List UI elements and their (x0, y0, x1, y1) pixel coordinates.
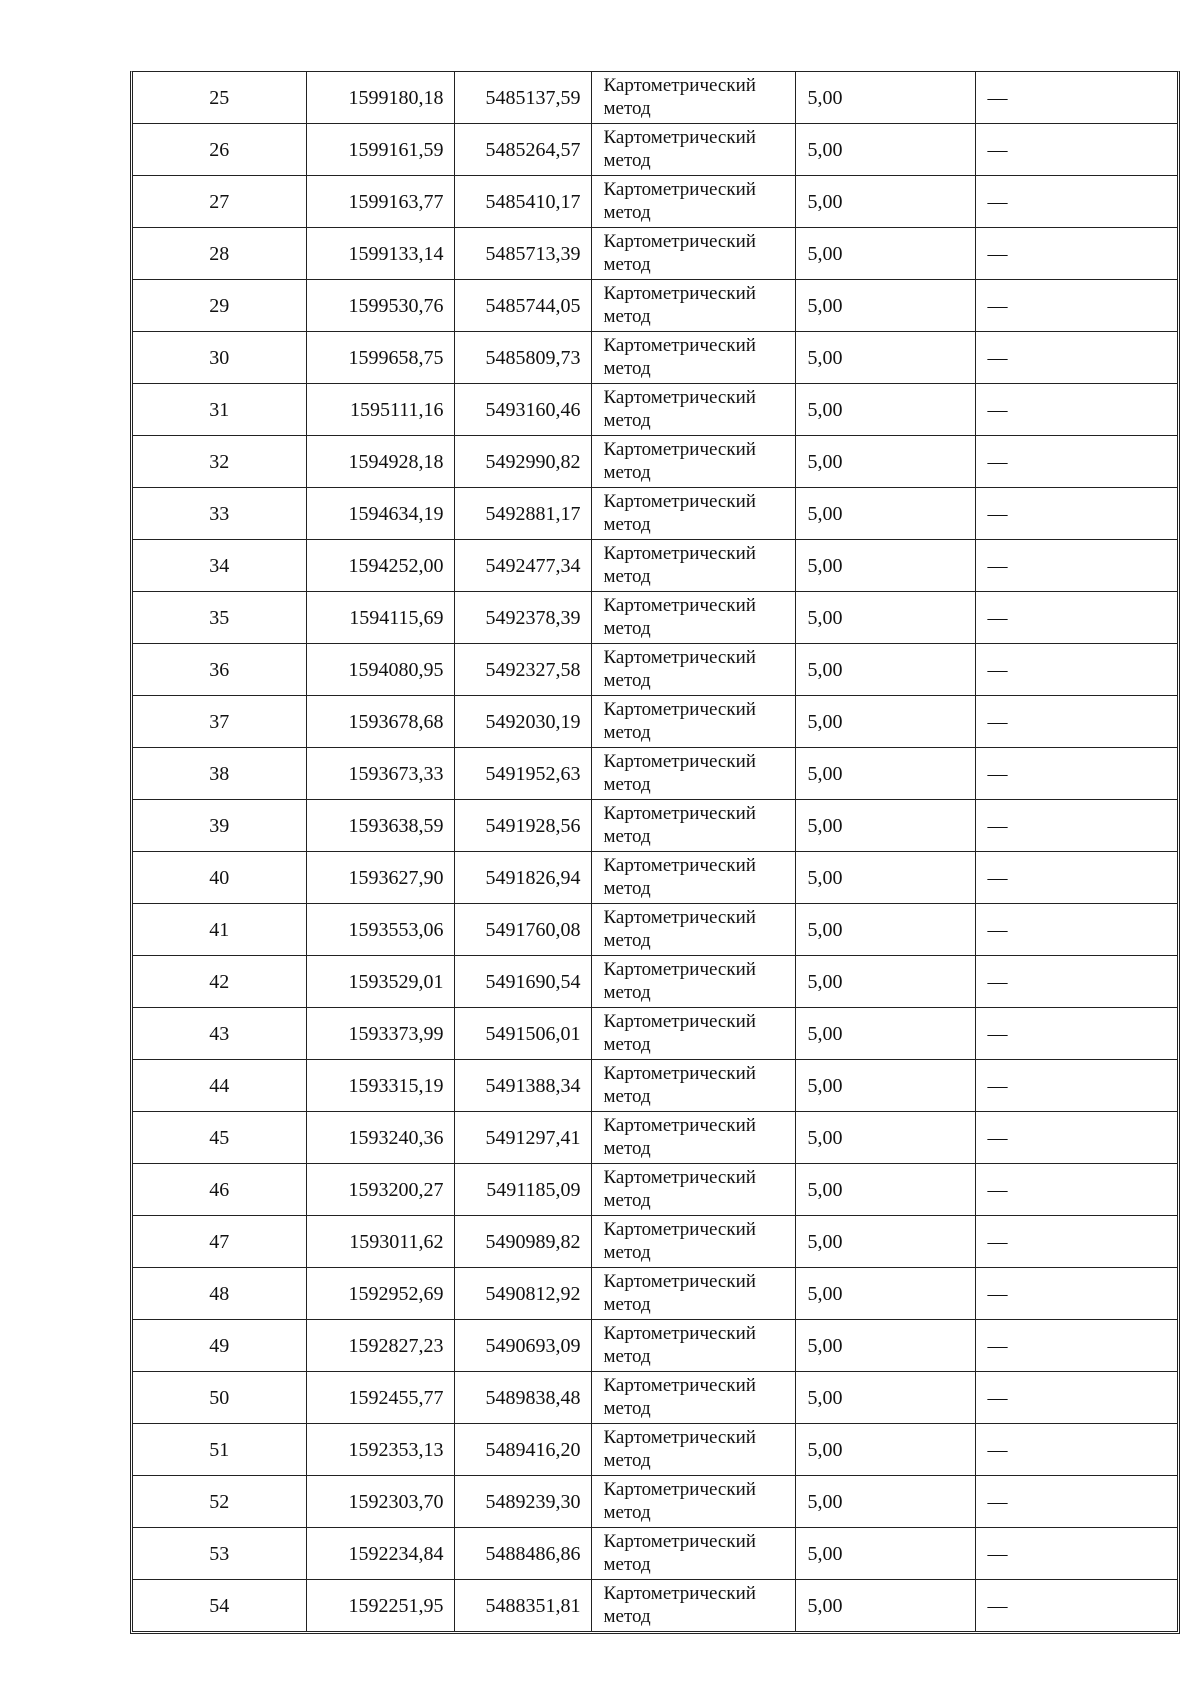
accuracy-cell: 5,00 (795, 644, 975, 696)
table-row (133, 72, 1177, 124)
method-line-2: метод (603, 877, 651, 899)
description-cell: — (975, 592, 1177, 644)
x-coordinate-cell: 1593529,01 (306, 956, 454, 1008)
point-number-cell: 52 (133, 1476, 306, 1528)
method-line-2: метод (603, 253, 651, 275)
description-cell: — (975, 696, 1177, 748)
method-line-2: метод (603, 669, 651, 691)
description-cell: — (975, 176, 1177, 228)
x-coordinate-cell: 1599161,59 (306, 124, 454, 176)
method-line-1: Картометрический (603, 1010, 756, 1032)
x-coordinate-cell: 1592303,70 (306, 1476, 454, 1528)
description-cell: — (975, 1424, 1177, 1476)
table-row (133, 1060, 1177, 1112)
table-row (133, 1424, 1177, 1476)
x-coordinate-cell: 1595111,16 (306, 384, 454, 436)
method-line-2: метод (603, 97, 651, 119)
method-cell (591, 956, 795, 1008)
x-coordinate-cell: 1593373,99 (306, 1008, 454, 1060)
y-coordinate-cell: 5491185,09 (454, 1164, 591, 1216)
method-line-1: Картометрический (603, 1582, 756, 1604)
accuracy-cell: 5,00 (795, 1476, 975, 1528)
coordinates-table-body (133, 72, 1177, 1631)
table-row (133, 852, 1177, 904)
accuracy-cell: 5,00 (795, 956, 975, 1008)
point-number-cell: 26 (133, 124, 306, 176)
method-line-2: метод (603, 149, 651, 171)
accuracy-cell: 5,00 (795, 1164, 975, 1216)
description-cell: — (975, 956, 1177, 1008)
coordinates-table (133, 72, 1177, 1631)
method-line-2: метод (603, 565, 651, 587)
method-line-1: Картометрический (603, 542, 756, 564)
method-cell (591, 1528, 795, 1580)
x-coordinate-cell: 1592251,95 (306, 1580, 454, 1632)
point-number-cell: 29 (133, 280, 306, 332)
y-coordinate-cell: 5491928,56 (454, 800, 591, 852)
description-cell: — (975, 228, 1177, 280)
point-number-cell: 27 (133, 176, 306, 228)
x-coordinate-cell: 1593553,06 (306, 904, 454, 956)
accuracy-cell: 5,00 (795, 1216, 975, 1268)
y-coordinate-cell: 5489838,48 (454, 1372, 591, 1424)
method-cell (591, 852, 795, 904)
method-line-1: Картометрический (603, 1322, 756, 1344)
table-row (133, 124, 1177, 176)
table-row (133, 1320, 1177, 1372)
x-coordinate-cell: 1599133,14 (306, 228, 454, 280)
accuracy-cell: 5,00 (795, 592, 975, 644)
x-coordinate-cell: 1593673,33 (306, 748, 454, 800)
table-row (133, 280, 1177, 332)
method-line-2: метод (603, 1189, 651, 1211)
y-coordinate-cell: 5485137,59 (454, 72, 591, 124)
accuracy-cell: 5,00 (795, 696, 975, 748)
method-cell (591, 1424, 795, 1476)
method-cell (591, 1164, 795, 1216)
description-cell: — (975, 72, 1177, 124)
method-line-1: Картометрический (603, 1166, 756, 1188)
point-number-cell: 49 (133, 1320, 306, 1372)
point-number-cell: 46 (133, 1164, 306, 1216)
x-coordinate-cell: 1592353,13 (306, 1424, 454, 1476)
method-cell (591, 592, 795, 644)
table-row (133, 1372, 1177, 1424)
method-line-1: Картометрический (603, 698, 756, 720)
y-coordinate-cell: 5492477,34 (454, 540, 591, 592)
method-cell (591, 384, 795, 436)
method-line-2: метод (603, 305, 651, 327)
table-row (133, 956, 1177, 1008)
point-number-cell: 44 (133, 1060, 306, 1112)
table-row (133, 332, 1177, 384)
method-line-2: метод (603, 617, 651, 639)
y-coordinate-cell: 5489239,30 (454, 1476, 591, 1528)
description-cell: — (975, 124, 1177, 176)
method-line-2: метод (603, 513, 651, 535)
point-number-cell: 37 (133, 696, 306, 748)
y-coordinate-cell: 5493160,46 (454, 384, 591, 436)
y-coordinate-cell: 5490989,82 (454, 1216, 591, 1268)
x-coordinate-cell: 1599530,76 (306, 280, 454, 332)
table-row (133, 436, 1177, 488)
y-coordinate-cell: 5485713,39 (454, 228, 591, 280)
accuracy-cell: 5,00 (795, 436, 975, 488)
method-line-2: метод (603, 357, 651, 379)
point-number-cell: 32 (133, 436, 306, 488)
x-coordinate-cell: 1593011,62 (306, 1216, 454, 1268)
method-line-2: метод (603, 825, 651, 847)
y-coordinate-cell: 5492881,17 (454, 488, 591, 540)
description-cell: — (975, 436, 1177, 488)
method-line-1: Картометрический (603, 1218, 756, 1240)
table-row (133, 592, 1177, 644)
accuracy-cell: 5,00 (795, 228, 975, 280)
method-line-1: Картометрический (603, 1062, 756, 1084)
method-line-2: метод (603, 773, 651, 795)
accuracy-cell: 5,00 (795, 1320, 975, 1372)
x-coordinate-cell: 1599180,18 (306, 72, 454, 124)
accuracy-cell: 5,00 (795, 1372, 975, 1424)
description-cell: — (975, 800, 1177, 852)
method-cell (591, 1216, 795, 1268)
point-number-cell: 35 (133, 592, 306, 644)
method-cell (591, 124, 795, 176)
y-coordinate-cell: 5485744,05 (454, 280, 591, 332)
method-line-1: Картометрический (603, 74, 756, 96)
accuracy-cell: 5,00 (795, 1424, 975, 1476)
method-cell (591, 1476, 795, 1528)
method-line-1: Картометрический (603, 386, 756, 408)
x-coordinate-cell: 1592952,69 (306, 1268, 454, 1320)
point-number-cell: 50 (133, 1372, 306, 1424)
y-coordinate-cell: 5492030,19 (454, 696, 591, 748)
method-cell (591, 1060, 795, 1112)
description-cell: — (975, 1268, 1177, 1320)
description-cell: — (975, 644, 1177, 696)
x-coordinate-cell: 1593678,68 (306, 696, 454, 748)
method-line-2: метод (603, 1501, 651, 1523)
method-cell (591, 228, 795, 280)
accuracy-cell: 5,00 (795, 124, 975, 176)
method-cell (591, 1268, 795, 1320)
point-number-cell: 47 (133, 1216, 306, 1268)
x-coordinate-cell: 1594928,18 (306, 436, 454, 488)
y-coordinate-cell: 5485264,57 (454, 124, 591, 176)
table-row (133, 228, 1177, 280)
method-line-2: метод (603, 201, 651, 223)
y-coordinate-cell: 5492327,58 (454, 644, 591, 696)
y-coordinate-cell: 5491826,94 (454, 852, 591, 904)
accuracy-cell: 5,00 (795, 1060, 975, 1112)
method-line-1: Картометрический (603, 802, 756, 824)
description-cell: — (975, 1476, 1177, 1528)
method-cell (591, 488, 795, 540)
description-cell: — (975, 1580, 1177, 1632)
method-line-2: метод (603, 409, 651, 431)
point-number-cell: 36 (133, 644, 306, 696)
method-cell (591, 436, 795, 488)
accuracy-cell: 5,00 (795, 72, 975, 124)
description-cell: — (975, 904, 1177, 956)
method-cell (591, 332, 795, 384)
table-row (133, 1528, 1177, 1580)
point-number-cell: 41 (133, 904, 306, 956)
method-line-1: Картометрический (603, 230, 756, 252)
accuracy-cell: 5,00 (795, 1112, 975, 1164)
table-row (133, 488, 1177, 540)
method-cell (591, 1580, 795, 1632)
method-cell (591, 280, 795, 332)
point-number-cell: 34 (133, 540, 306, 592)
point-number-cell: 51 (133, 1424, 306, 1476)
y-coordinate-cell: 5488486,86 (454, 1528, 591, 1580)
table-row (133, 1216, 1177, 1268)
method-cell (591, 72, 795, 124)
x-coordinate-cell: 1592455,77 (306, 1372, 454, 1424)
coordinates-table-frame (130, 71, 1180, 1634)
accuracy-cell: 5,00 (795, 332, 975, 384)
accuracy-cell: 5,00 (795, 176, 975, 228)
point-number-cell: 28 (133, 228, 306, 280)
accuracy-cell: 5,00 (795, 904, 975, 956)
method-line-1: Картометрический (603, 1270, 756, 1292)
method-line-1: Картометрический (603, 1530, 756, 1552)
table-row (133, 1580, 1177, 1632)
description-cell: — (975, 488, 1177, 540)
y-coordinate-cell: 5491690,54 (454, 956, 591, 1008)
description-cell: — (975, 748, 1177, 800)
table-row (133, 748, 1177, 800)
table-row (133, 540, 1177, 592)
method-cell (591, 644, 795, 696)
accuracy-cell: 5,00 (795, 1008, 975, 1060)
x-coordinate-cell: 1594115,69 (306, 592, 454, 644)
y-coordinate-cell: 5491952,63 (454, 748, 591, 800)
method-line-1: Картометрический (603, 334, 756, 356)
method-line-1: Картометрический (603, 282, 756, 304)
description-cell: — (975, 1372, 1177, 1424)
description-cell: — (975, 1528, 1177, 1580)
point-number-cell: 45 (133, 1112, 306, 1164)
x-coordinate-cell: 1592234,84 (306, 1528, 454, 1580)
method-line-1: Картометрический (603, 594, 756, 616)
method-line-2: метод (603, 1241, 651, 1263)
y-coordinate-cell: 5485809,73 (454, 332, 591, 384)
y-coordinate-cell: 5491388,34 (454, 1060, 591, 1112)
point-number-cell: 25 (133, 72, 306, 124)
accuracy-cell: 5,00 (795, 748, 975, 800)
method-line-1: Картометрический (603, 906, 756, 928)
x-coordinate-cell: 1593315,19 (306, 1060, 454, 1112)
method-line-1: Картометрический (603, 854, 756, 876)
x-coordinate-cell: 1594080,95 (306, 644, 454, 696)
description-cell: — (975, 1320, 1177, 1372)
method-line-1: Картометрический (603, 126, 756, 148)
y-coordinate-cell: 5492378,39 (454, 592, 591, 644)
method-line-2: метод (603, 1553, 651, 1575)
description-cell: — (975, 1164, 1177, 1216)
method-line-2: метод (603, 1085, 651, 1107)
accuracy-cell: 5,00 (795, 280, 975, 332)
table-row (133, 644, 1177, 696)
table-row (133, 384, 1177, 436)
x-coordinate-cell: 1593200,27 (306, 1164, 454, 1216)
method-line-1: Картометрический (603, 490, 756, 512)
table-row (133, 696, 1177, 748)
point-number-cell: 40 (133, 852, 306, 904)
point-number-cell: 54 (133, 1580, 306, 1632)
description-cell: — (975, 540, 1177, 592)
method-cell (591, 1112, 795, 1164)
method-line-1: Картометрический (603, 750, 756, 772)
table-row (133, 1476, 1177, 1528)
y-coordinate-cell: 5492990,82 (454, 436, 591, 488)
point-number-cell: 30 (133, 332, 306, 384)
point-number-cell: 33 (133, 488, 306, 540)
y-coordinate-cell: 5491506,01 (454, 1008, 591, 1060)
method-line-1: Картометрический (603, 646, 756, 668)
description-cell: — (975, 384, 1177, 436)
method-line-1: Картометрический (603, 178, 756, 200)
method-line-1: Картометрический (603, 1114, 756, 1136)
method-line-2: метод (603, 1345, 651, 1367)
accuracy-cell: 5,00 (795, 852, 975, 904)
method-cell (591, 904, 795, 956)
method-line-2: метод (603, 461, 651, 483)
table-row (133, 1268, 1177, 1320)
accuracy-cell: 5,00 (795, 384, 975, 436)
table-row (133, 176, 1177, 228)
description-cell: — (975, 852, 1177, 904)
accuracy-cell: 5,00 (795, 1268, 975, 1320)
y-coordinate-cell: 5485410,17 (454, 176, 591, 228)
table-row (133, 800, 1177, 852)
accuracy-cell: 5,00 (795, 800, 975, 852)
method-line-2: метод (603, 1397, 651, 1419)
table-row (133, 904, 1177, 956)
method-line-2: метод (603, 1605, 651, 1627)
accuracy-cell: 5,00 (795, 1528, 975, 1580)
x-coordinate-cell: 1594634,19 (306, 488, 454, 540)
point-number-cell: 38 (133, 748, 306, 800)
y-coordinate-cell: 5491297,41 (454, 1112, 591, 1164)
method-line-2: метод (603, 1033, 651, 1055)
method-cell (591, 748, 795, 800)
method-cell (591, 696, 795, 748)
y-coordinate-cell: 5488351,81 (454, 1580, 591, 1632)
point-number-cell: 42 (133, 956, 306, 1008)
method-line-2: метод (603, 929, 651, 951)
method-line-1: Картометрический (603, 438, 756, 460)
method-cell (591, 540, 795, 592)
method-cell (591, 176, 795, 228)
method-line-2: метод (603, 1449, 651, 1471)
point-number-cell: 39 (133, 800, 306, 852)
y-coordinate-cell: 5490812,92 (454, 1268, 591, 1320)
accuracy-cell: 5,00 (795, 540, 975, 592)
description-cell: — (975, 280, 1177, 332)
x-coordinate-cell: 1599163,77 (306, 176, 454, 228)
method-cell (591, 800, 795, 852)
method-line-2: метод (603, 981, 651, 1003)
description-cell: — (975, 1112, 1177, 1164)
method-cell (591, 1372, 795, 1424)
method-line-2: метод (603, 721, 651, 743)
x-coordinate-cell: 1593638,59 (306, 800, 454, 852)
point-number-cell: 53 (133, 1528, 306, 1580)
method-line-2: метод (603, 1137, 651, 1159)
accuracy-cell: 5,00 (795, 1580, 975, 1632)
method-line-1: Картометрический (603, 1374, 756, 1396)
table-row (133, 1164, 1177, 1216)
x-coordinate-cell: 1593240,36 (306, 1112, 454, 1164)
y-coordinate-cell: 5490693,09 (454, 1320, 591, 1372)
method-line-1: Картометрический (603, 958, 756, 980)
y-coordinate-cell: 5489416,20 (454, 1424, 591, 1476)
point-number-cell: 31 (133, 384, 306, 436)
description-cell: — (975, 1060, 1177, 1112)
method-cell (591, 1320, 795, 1372)
description-cell: — (975, 1008, 1177, 1060)
y-coordinate-cell: 5491760,08 (454, 904, 591, 956)
x-coordinate-cell: 1592827,23 (306, 1320, 454, 1372)
table-row (133, 1112, 1177, 1164)
x-coordinate-cell: 1593627,90 (306, 852, 454, 904)
accuracy-cell: 5,00 (795, 488, 975, 540)
method-line-1: Картометрический (603, 1478, 756, 1500)
point-number-cell: 48 (133, 1268, 306, 1320)
table-row (133, 1008, 1177, 1060)
method-cell (591, 1008, 795, 1060)
description-cell: — (975, 1216, 1177, 1268)
description-cell: — (975, 332, 1177, 384)
method-line-1: Картометрический (603, 1426, 756, 1448)
method-line-2: метод (603, 1293, 651, 1315)
x-coordinate-cell: 1599658,75 (306, 332, 454, 384)
x-coordinate-cell: 1594252,00 (306, 540, 454, 592)
point-number-cell: 43 (133, 1008, 306, 1060)
